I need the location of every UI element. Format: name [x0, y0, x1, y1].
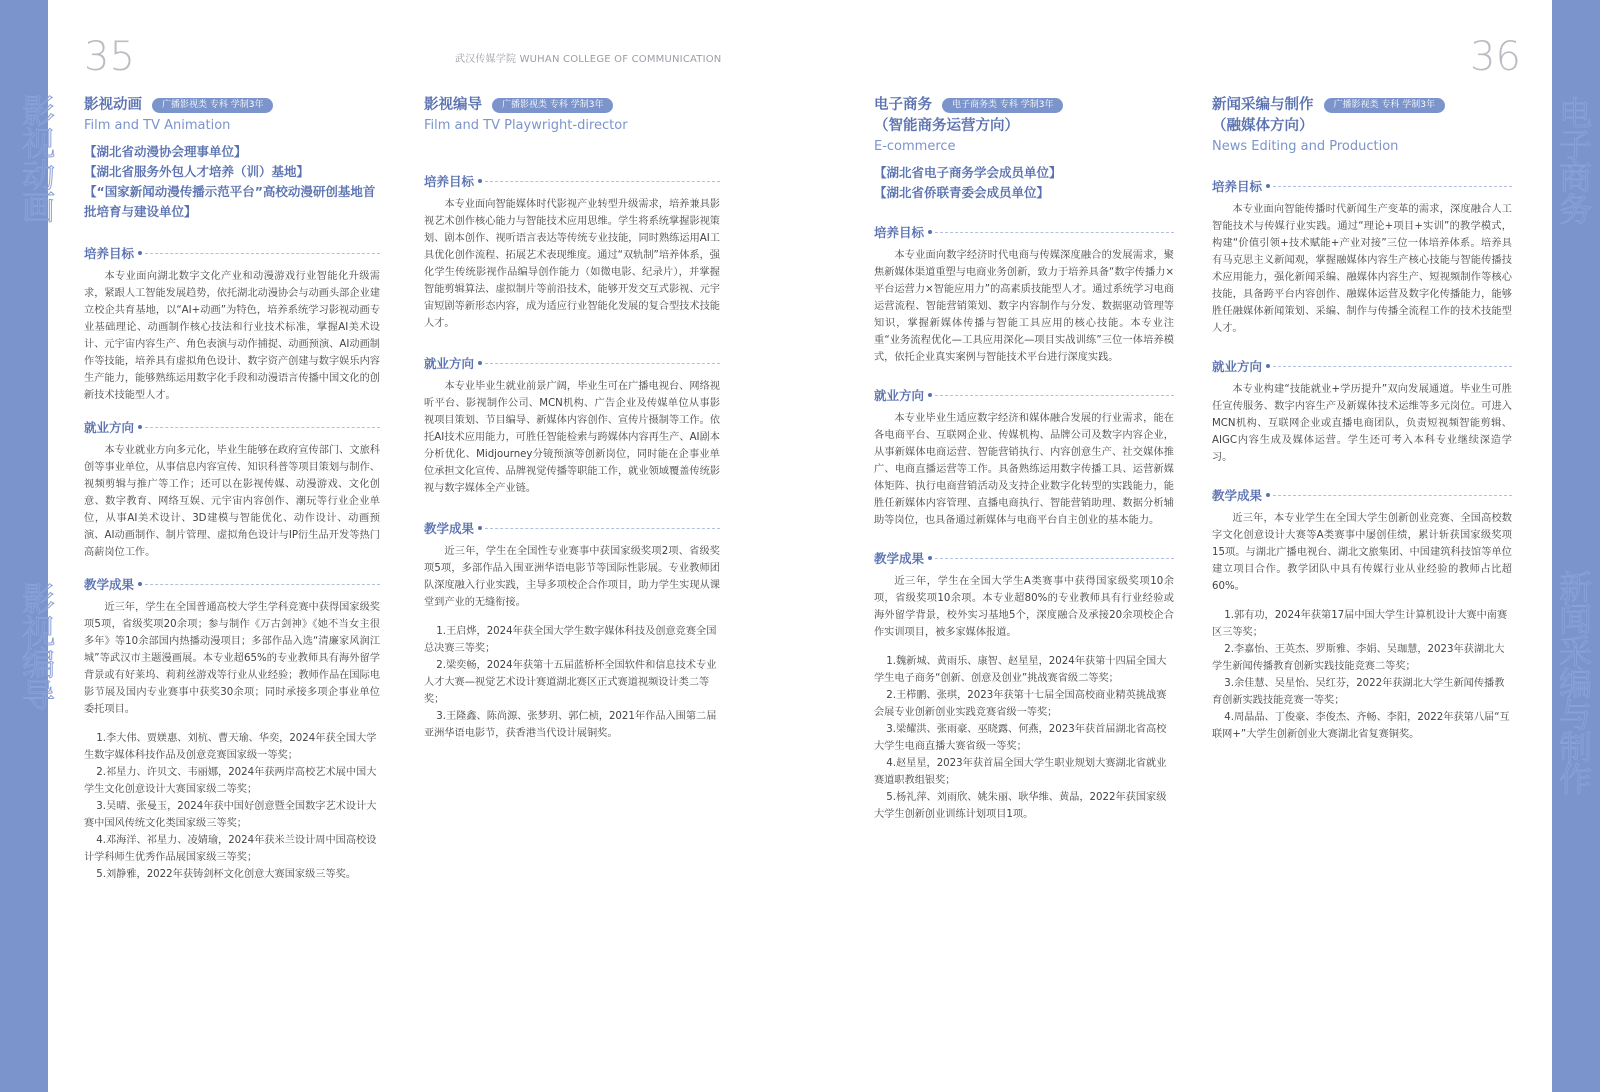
list-item: 3.吴晴、张曼玉，2024年获中国好创意暨全国数字艺术设计大赛中国风传统文化类国家级三等奖； — [84, 801, 377, 829]
award-list — [424, 623, 720, 742]
major-subtitle: （智能商务运营方向） — [874, 118, 1019, 134]
major-english-title: Film and TV Animation — [84, 118, 231, 133]
section-text: 近三年，学生在全国性专业赛事中获国家级奖项2项、省级奖项5项，多部作品入围亚洲华语电影节等国际性影展。专业教师团队深度融入行业实践，主导多项校企合作项目，助力学生实现从课堂到产业的无缝衔接。 — [424, 546, 720, 608]
major-english-title: News Editing and Production — [1212, 139, 1399, 154]
list-item: 3.余佳慧、吴星怡、吴红芬，2022年获湖北大学生新闻传播教育创新实践技能竞赛一等奖； — [1212, 678, 1505, 706]
section-heading: 培养目标 — [874, 223, 1174, 241]
major-badge: 广播影视类 专科 学制3年 — [1324, 98, 1445, 113]
column-news — [1212, 95, 1512, 743]
section-text: 近三年，本专业学生在全国大学生创新创业竞赛、全国高校数字文化创意设计大赛等A类赛事中屡创佳绩，累计斩获国家级奖项15项。与湖北广播电视台、湖北文旅集团、中国建筑科技馆等单位建立项目合作。教学团队中具有传媒行业从业经验的教师占比超60%。 — [1212, 513, 1512, 592]
section-heading: 就业方向 — [874, 386, 1174, 404]
section-heading: 培养目标 — [84, 244, 380, 262]
honor-line: 【“国家新闻动漫传播示范平台”高校动漫研创基地首批培育与建设单位】 — [84, 184, 376, 219]
list-item: 1.李大伟、贾媄惠、刘杭、曹天瑜、华奕，2024年获全国大学生数字媒体科技作品及创意竞赛国家级一等奖； — [84, 733, 377, 761]
major-english-title: Film and TV Playwright-director — [424, 118, 628, 133]
page-number-left: 35 — [84, 34, 135, 80]
side-label-ecommerce: 电子商务 — [1554, 96, 1593, 224]
list-item: 1.王启烨，2024年获全国大学生数字媒体科技及创意竞赛全国总决赛三等奖； — [424, 626, 717, 654]
list-item: 3.王隆鑫、陈尚源、张梦玥、郭仁桢，2021年作品入围第二届亚洲华语电影节，获香港当代设计展铜奖。 — [424, 711, 717, 739]
column-directing — [424, 95, 720, 742]
honor-line: 【湖北省侨联青委会成员单位】 — [874, 185, 1050, 200]
section-text: 本专业面向智能媒体时代影视产业转型升级需求，培养兼具影视艺术创作核心能力与智能技术应用思维。学生将系统掌握影视策划、剧本创作、视听语言表达等传统专业技能，同时熟练运用AI工具优化创作流程、拓展艺术表现维度。通过“双轨制”培养体系，强化学生传统影视作品编导创作能力（如微电影、纪录片），并掌握智能剪辑算法、虚拟制片等前沿技术，能够开发交互式影视、元宇宙短剧等新形态内容，成为适应行业智能化发展的复合型技术技能人才。 — [424, 199, 720, 329]
award-list — [874, 653, 1174, 823]
list-item: 2.李嘉怡、王英杰、罗斯雅、李娟、吴珈慧，2023年获湖北大学生新闻传播教育创新实践技能竞赛二等奖； — [1212, 644, 1505, 672]
list-item: 5.杨礼萍、刘雨欣、姚朱丽、耿华维、黄晶，2022年获国家级大学生创新创业训练计划项目1项。 — [874, 792, 1167, 820]
section-heading: 就业方向 — [424, 354, 720, 372]
section-text: 本专业面向数字经济时代电商与传媒深度融合的发展需求，聚焦新媒体渠道重塑与电商业务创新，致力于培养具备“数字传播力×平台运营力×智能应用力”的高素质技能型人才。通过系统学习电商运营流程、智能营销策划、数字内容制作与分发、数据驱动管理等知识，掌握新媒体传播与智能工具应用的核心技能。本专业注重“业务流程优化—工具应用深化—项目实战训练”三位一体培养模式，依托企业真实案例与智能技术平台进行深度实践。 — [874, 250, 1174, 363]
list-item: 4.赵星星，2023年获首届全国大学生职业规划大赛湖北省就业赛道职教组银奖； — [874, 758, 1167, 786]
major-badge: 电子商务类 专科 学制3年 — [942, 98, 1063, 113]
college-header: 武汉传媒学院 WUHAN COLLEGE OF COMMUNICATION — [455, 54, 722, 65]
column-animation — [84, 95, 380, 883]
major-english-title: E-commerce — [874, 139, 956, 154]
list-item: 2.王栉鹏、张琪，2023年获第十七届全国高校商业精英挑战赛会展专业创新创业实践竞赛省级一等奖； — [874, 690, 1167, 718]
list-item: 5.刘静雅，2022年获铸剑杯文化创意大赛国家级三等奖。 — [96, 869, 357, 880]
honor-line: 【湖北省服务外包人才培养（训）基地】 — [84, 164, 310, 179]
section-heading: 教学成果 — [84, 575, 380, 593]
list-item: 2.祁星力、许贝文、韦丽娜，2024年获两岸高校艺术展中国大学生文化创意设计大赛国家级二等奖； — [84, 767, 377, 795]
side-label-animation: 影视动画 — [17, 94, 56, 222]
column-ecommerce — [874, 95, 1174, 823]
list-item: 4.周晶晶、丁俊豪、李俊杰、齐畅、李阳，2022年获第八届“互联网+”大学生创新创业大赛湖北省复赛铜奖。 — [1212, 712, 1510, 740]
major-badge: 广播影视类 专科 学制3年 — [152, 98, 273, 113]
section-text: 本专业面向智能传播时代新闻生产变革的需求，深度融合人工智能技术与传媒行业实践。通过“理论+项目+实训”的教学模式，构建“价值引领+技术赋能+产业对接”三位一体培养体系。培养具有马克思主义新闻观，掌握融媒体内容生产核心技能与智能传播技术应用能力，强化新闻采编、融媒体内容生产、短视频制作等核心技能，具备跨平台内容创作、融媒体运营及数字化传播能力，能够胜任融媒体新闻策划、采编、制作与传播全流程工作的技术技能型人才。 — [1212, 204, 1512, 334]
award-list — [1212, 607, 1512, 743]
section-heading: 培养目标 — [1212, 177, 1512, 195]
section-text: 近三年，学生在全国大学生A类赛事中获得国家级奖项10余项，省级奖项10余项。本专业超80%的专业教师具有行业经验或海外留学背景，校外实习基地5个，深度融合及承接20余项校企合作实训项目，被多家媒体报道。 — [874, 576, 1174, 638]
section-heading: 教学成果 — [1212, 486, 1512, 504]
award-list — [84, 730, 380, 883]
list-item: 3.梁耀洪、张雨豪、巫晓露、何燕，2023年获首届湖北省高校大学生电商直播大赛省级一等奖； — [874, 724, 1167, 752]
section-heading: 就业方向 — [84, 418, 380, 436]
section-text: 本专业毕业生适应数字经济和媒体融合发展的行业需求，能在各电商平台、互联网企业、传媒机构、品牌公司及数字内容企业，从事新媒体电商运营、智能营销执行、内容创意生产、社交媒体推广、电商直播运营等工作。具备熟练运用数字传播工具、运营新媒体矩阵、执行电商营销活动及支持企业数字化转型的实践能力，能胜任新媒体内容管理、直播电商执行、智能营销助理、数据分析辅助等岗位，也具备通过新媒体与电商平台自主创业的基本能力。 — [874, 413, 1174, 526]
page-number-right: 36 — [1470, 34, 1521, 80]
major-title: 新闻采编与制作 广播影视类 专科 学制3年 — [1212, 95, 1512, 116]
major-badge: 广播影视类 专科 学制3年 — [492, 98, 613, 113]
honor-line: 【湖北省电子商务学会成员单位】 — [874, 165, 1062, 180]
section-text: 本专业构建“技能就业+学历提升”双向发展通道。毕业生可胜任宣传服务、数字内容生产及新媒体技术运维等多元岗位。可进入MCN机构、互联网企业或直播电商团队，负责短视频智能剪辑、AIGC内容生成及媒体运营。学生还可考入本科专业继续深造学习。 — [1212, 384, 1512, 463]
major-title: 影视编导 广播影视类 专科 学制3年 — [424, 95, 720, 116]
section-text: 近三年，学生在全国普通高校大学生学科竞赛中获得国家级奖项5项，省级奖项20余项；参与制作《万古剑神》《她不当女主很多年》等10余部国内热播动漫项目；多部作品入选“清廉家风润江城”等武汉市主题漫画展。本专业超65%的专业教师具有海外留学背景或有好莱坞、莉莉丝游戏等行业从业经验；教师作品在国际电影节展及国内专业赛事中获奖30余项；同时承接多项企事业单位委托项目。 — [84, 602, 380, 715]
major-subtitle: （融媒体方向） — [1212, 118, 1314, 134]
major-title: 电子商务 电子商务类 专科 学制3年 — [874, 95, 1174, 116]
section-text: 本专业毕业生就业前景广阔，毕业生可在广播电视台、网络视听平台、影视制作公司、MCN机构、广告企业及传媒单位从事影视项目策划、节目编导、新媒体内容创作、宣传片摄制等工作。依托AI技术应用能力，可胜任智能检索与跨媒体内容再生产、AI剧本分析优化、Midjourney分镜预演等创新岗位，同时能在企事业单位承担文化宣传、品牌视觉传播等职能工作，就业领域覆盖传统影视与数字媒体全产业链。 — [424, 381, 720, 494]
honor-line: 【湖北省动漫协会理事单位】 — [84, 144, 247, 159]
section-heading: 教学成果 — [874, 549, 1174, 567]
side-label-news: 新闻采编与制作 — [1554, 570, 1593, 794]
section-heading: 培养目标 — [424, 172, 720, 190]
list-item: 4.邓海洋、祁星力、凌婧瑜，2024年获米兰设计周中国高校设计学科师生优秀作品展国家级三等奖； — [84, 835, 377, 863]
side-label-directing: 影视编导 — [17, 582, 56, 710]
section-heading: 就业方向 — [1212, 357, 1512, 375]
list-item: 1.郭有功，2024年获第17届中国大学生计算机设计大赛中南赛区三等奖； — [1212, 610, 1508, 638]
list-item: 2.梁奕畅，2024年获第十五届蓝桥杯全国软件和信息技术专业人才大赛—视觉艺术设计赛道湖北赛区正式赛道视频设计类二等奖； — [424, 660, 717, 705]
list-item: 1.魏新城、黄雨乐、康智、赵星星，2024年获第十四届全国大学生电子商务“创新、创意及创业”挑战赛省级二等奖； — [874, 656, 1167, 684]
section-text: 本专业面向湖北数字文化产业和动漫游戏行业智能化升级需求，紧跟人工智能发展趋势，依托湖北动漫协会与动画头部企业建立校企共育基地，以“AI+动画”为特色，培养系统学习影视动画专业基础理论、动画制作核心技法和行业技术标准，掌握AI美术设计、元宇宙内容生产、角色表演与动作捕捉、动画预演、AI动画制作等技能，培养具有虚拟角色设计、数字资产创建与数字娱乐内容生产能力，能够熟练运用数字化手段和动漫语言传播中国文化的创新技术技能型人才。 — [84, 271, 380, 401]
section-heading: 教学成果 — [424, 519, 720, 537]
section-text: 本专业就业方向多元化，毕业生能够在政府宣传部门、文旅科创等事业单位，从事信息内容宣传、知识科普等项目策划与制作、视频剪辑与推广等工作；还可以在影视传媒、动漫游戏、文化创意、数字教育、网络互娱、元宇宙内容创作、潮玩等行业企业单位，从事AI美术设计、3D建模与智能优化、动作设计、动画预演、AI动画制作、制片管理、虚拟角色设计与IP衍生品开发等热门高薪岗位工作。 — [84, 445, 380, 558]
major-title: 影视动画 广播影视类 专科 学制3年 — [84, 95, 380, 116]
